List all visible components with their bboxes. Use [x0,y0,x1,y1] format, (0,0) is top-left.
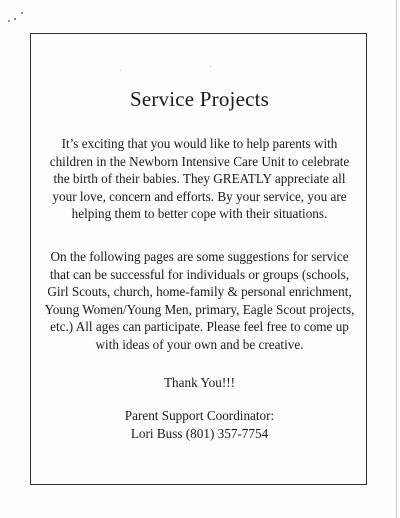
scan-speck [21,12,23,14]
signature-contact: Lori Buss (801) 357-7754 [130,425,269,441]
scan-speck [14,18,16,20]
scan-speck [8,20,10,22]
signature-block [31,407,368,442]
document-border [30,33,367,485]
intro-paragraph: It’s exciting that you would like to help parents with children in the Newborn Intensive Care Unit to celebrate the birth of their babies. They GREATLY appreciate all your love, concern and efforts. By your service, you are helping them to better cope with their situations. [49,136,350,221]
scan-edge-line [396,0,397,518]
thank-you-line: Thank You!!! [163,375,236,390]
suggestions-paragraph: On the following pages are some suggestions for service that can be successful for individuals or groups (schools, Girl Scouts, church, home-family & personal enrichment, Young Women/Young Men, primary, Eagle Scout projects, etc.) All ages can participate. Please feel free to come up with ideas of your own and be creative. [44,249,355,352]
signature-role: Parent Support Coordinator: [124,408,275,423]
page-title: Service Projects [129,87,270,111]
